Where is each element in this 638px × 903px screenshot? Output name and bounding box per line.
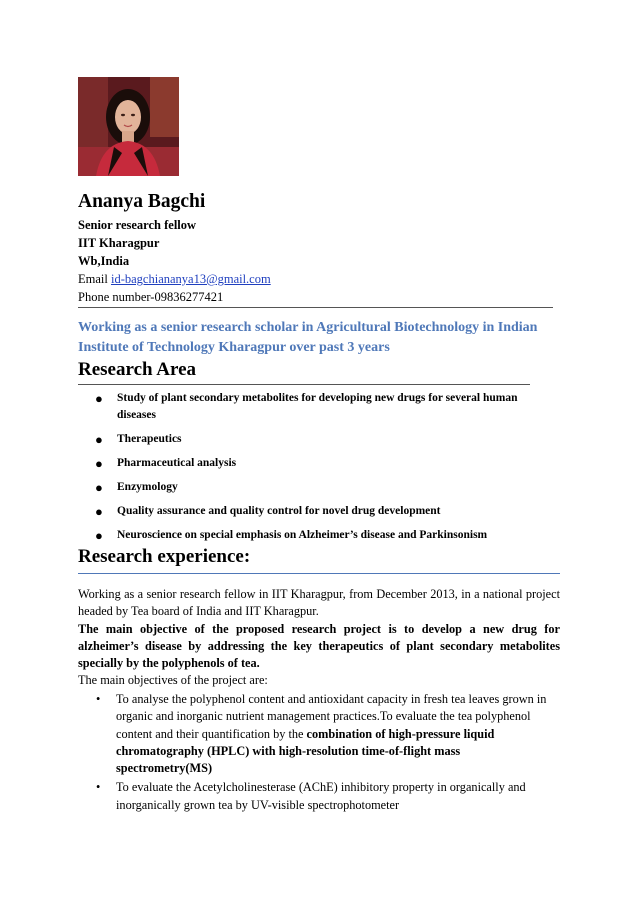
research-experience-body <box>78 586 560 690</box>
position-title: Senior research fellow <box>78 218 197 232</box>
bullet-icon: ● <box>95 504 103 519</box>
research-area-divider <box>78 384 530 385</box>
objectives-intro: The main objectives of the project are: <box>78 673 268 688</box>
bullet-icon: • <box>96 780 101 795</box>
research-area-list <box>95 390 535 551</box>
list-item: ● Enzymology <box>95 480 178 495</box>
profile-summary: Working as a senior research scholar in Agricultural Biotechnology in Indian Institute of Technology Kharagpur over past 3 years <box>78 320 538 355</box>
list-item: ● Pharmaceutical analysis <box>95 456 237 471</box>
main-objective: The main objective of the proposed research project is to develop a new drug for alzheimer’s disease by addressing the key therapeutics of plant secondary metabolites specially by the polyphenols of tea. <box>78 621 560 671</box>
bullet-icon: ● <box>95 391 103 406</box>
bullet-icon: • <box>96 692 101 706</box>
bullet-icon: ● <box>95 528 103 543</box>
research-experience-heading: Research experience: <box>78 546 251 567</box>
email-label: Email <box>78 272 111 286</box>
contact-block <box>78 216 271 306</box>
experience-intro: Working as a senior research fellow in IIT Kharagpur, from December 2013, in a national project headed by Tea board of India and IIT Kharagpur. <box>78 587 560 619</box>
research-area-heading: Research Area <box>78 359 197 380</box>
list-item: ● Quality assurance and quality control for novel drug development <box>95 504 441 519</box>
candidate-name: Ananya Bagchi <box>78 191 206 212</box>
phone-number: Phone number-09836277421 <box>78 290 224 304</box>
profile-photo-image <box>78 77 179 176</box>
bullet-icon: ● <box>95 456 103 471</box>
research-experience-divider <box>78 573 560 574</box>
header-divider <box>78 307 553 308</box>
location: Wb,India <box>78 254 130 268</box>
email-line <box>78 270 271 288</box>
institution: IIT Kharagpur <box>78 236 160 250</box>
email-link[interactable]: id-bagchiananya13@gmail.com <box>110 272 271 286</box>
list-item: ● Study of plant secondary metabolites for developing new drugs for several human diseases <box>95 391 518 421</box>
list-item: ● Neuroscience on special emphasis on Alzheimer’s disease and Parkinsonism <box>95 528 488 543</box>
bullet-icon: ● <box>95 432 103 447</box>
profile-photo <box>78 77 179 176</box>
list-item: • To analyse the polyphenol content and antioxidant capacity in fresh tea leaves grown in organic and inorganic nutrient management practices.To evaluate the tea polyphenol content and their quantification by the combination of high-pressure liquid chromatography (HPLC) with high-resolution time-of-flight mass spectrometry(MS) <box>96 692 547 776</box>
list-item: • To evaluate the Acetylcholinesterase (AChE) inhibitory property in organically and inorganically grown tea by UV-visible spectrophotometer <box>96 780 526 812</box>
bullet-icon: ● <box>95 480 103 495</box>
objectives-list <box>96 691 558 816</box>
list-item: ● Therapeutics <box>95 432 182 447</box>
